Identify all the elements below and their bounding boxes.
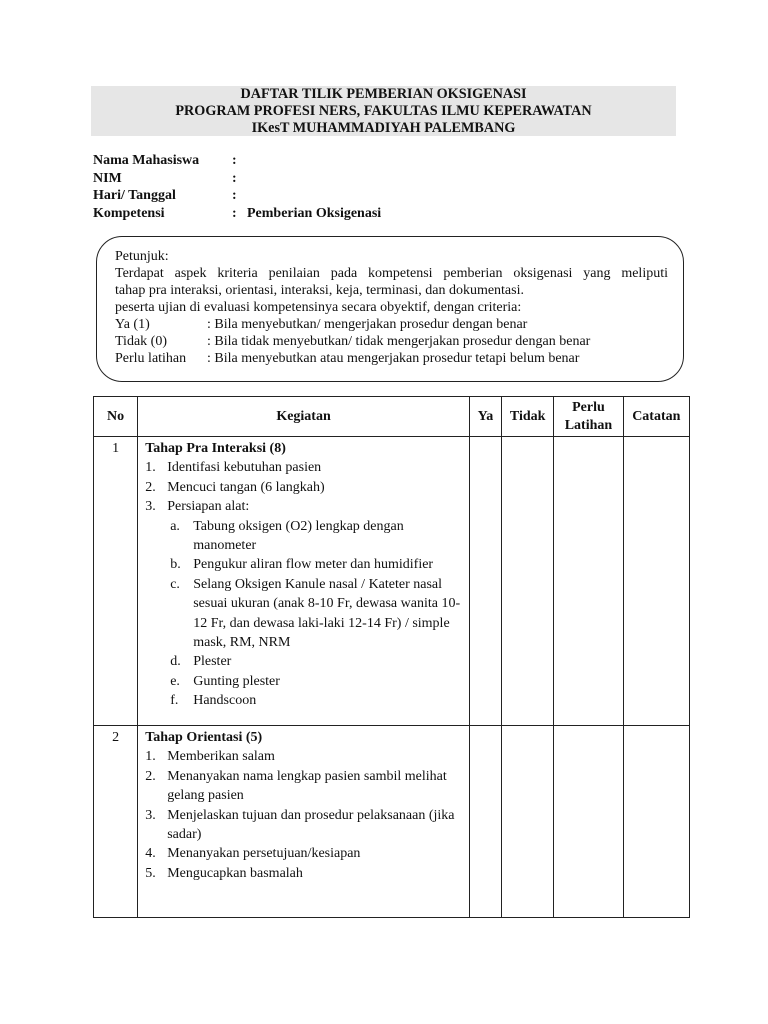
info-label: Hari/ Tanggal (93, 188, 176, 203)
criteria-key: Perlu latihan (115, 351, 187, 366)
criteria-key: Ya (1) (115, 317, 150, 332)
header-title: DAFTAR TILIK PEMBERIAN OKSIGENASI (240, 86, 527, 102)
cell-perlu-latihan[interactable] (554, 437, 623, 726)
info-label: NIM (93, 170, 122, 186)
row-kegiatan (138, 726, 470, 918)
section-title: Tahap Pra Interaksi (8) (145, 441, 286, 456)
header-kegiatan: Kegiatan (138, 397, 470, 437)
header-perlu: Perlu (572, 399, 605, 415)
sub-item: e. Gunting plester (170, 673, 280, 689)
list-item: 2. Menanyakan nama lengkap pasien sambil melihat gelang pasien (145, 768, 447, 804)
criteria-perlu-latihan (115, 350, 668, 367)
info-colon: : (232, 153, 237, 168)
instructions-text (115, 248, 668, 367)
instructions-line: Terdapat aspek kriteria penilaian pada kompetensi pemberian oksigenasi yang meliputi (115, 266, 668, 281)
header-institution: IKesT MUHAMMADIYAH PALEMBANG (251, 120, 516, 136)
info-label: Nama Mahasiswa (93, 153, 200, 168)
sub-item: d. Plester (170, 654, 232, 670)
header-catatan: Catatan (623, 397, 689, 437)
criteria-desc: : Bila menyebutkan atau mengerjakan prosedur tetapi belum benar (207, 351, 580, 366)
criteria-key: Tidak (0) (115, 334, 167, 349)
info-value-kompetensi: Pemberian Oksigenasi (247, 205, 382, 221)
info-label: Kompetensi (93, 205, 165, 221)
criteria-tidak (115, 333, 668, 350)
cell-perlu-latihan[interactable] (554, 726, 623, 918)
sub-item: b. Pengukur aliran flow meter dan humidifier (170, 557, 434, 573)
form-header (91, 86, 676, 136)
instructions-line: tahap pra interaksi, orientasi, interaksi, keja, terminasi, dan dokumentasi. (115, 283, 524, 298)
header-no: No (94, 397, 138, 437)
criteria-desc: : Bila menyebutkan/ mengerjakan prosedur dengan benar (207, 317, 528, 332)
checklist-table (93, 396, 690, 918)
header-ya: Ya (469, 397, 501, 437)
list-item: 1. Identifasi kebutuhan pasien (145, 460, 322, 476)
list-item: 3. Menjelaskan tujuan dan prosedur pelaksanaan (jika sadar) (145, 807, 455, 843)
table-header-row (94, 397, 690, 437)
cell-catatan[interactable] (623, 726, 689, 918)
cell-tidak[interactable] (502, 726, 554, 918)
sub-item: c. Selang Oksigen Kanule nasal / Kateter nasal sesuai ukuran (anak 8-10 Fr, dewasa wanita 10-12 Fr, dan dewasa laki-laki 12-14 Fr) / simple mask, RM, NRM (170, 576, 461, 651)
row-kegiatan (138, 437, 470, 726)
table-row (94, 726, 690, 918)
info-colon: : (232, 170, 237, 186)
info-colon: : (232, 205, 237, 221)
table-row (94, 437, 690, 726)
instructions-title: Petunjuk: (115, 249, 169, 264)
list-item: 1. Memberikan salam (145, 749, 275, 765)
row-number: 2 (94, 726, 138, 918)
cell-ya[interactable] (469, 726, 501, 918)
info-colon: : (232, 188, 237, 203)
header-perlu-latihan (554, 397, 623, 437)
instructions-line: peserta ujian di evaluasi kompetensinya secara obyektif, dengan criteria: (115, 300, 522, 315)
header-program: PROGRAM PROFESI NERS, FAKULTAS ILMU KEPERAWATAN (175, 103, 592, 119)
row-number: 1 (94, 437, 138, 726)
criteria-ya (115, 316, 668, 333)
cell-ya[interactable] (469, 437, 501, 726)
criteria-desc: : Bila tidak menyebutkan/ tidak mengerjakan prosedur dengan benar (207, 334, 591, 349)
cell-tidak[interactable] (502, 437, 554, 726)
cell-catatan[interactable] (623, 437, 689, 726)
list-item: 5. Mengucapkan basmalah (145, 865, 303, 881)
header-tidak: Tidak (502, 397, 554, 437)
sub-item: a. Tabung oksigen (O2) lengkap dengan manometer (170, 518, 404, 554)
section-title: Tahap Orientasi (5) (145, 730, 263, 745)
sub-item: f. Handscoon (170, 693, 257, 709)
header-latihan: Latihan (564, 417, 613, 433)
list-item: 2. Mencuci tangan (6 langkah) (145, 479, 325, 495)
list-item: 4. Menanyakan persetujuan/kesiapan (145, 846, 361, 862)
list-item: 3. Persiapan alat: (145, 499, 250, 515)
